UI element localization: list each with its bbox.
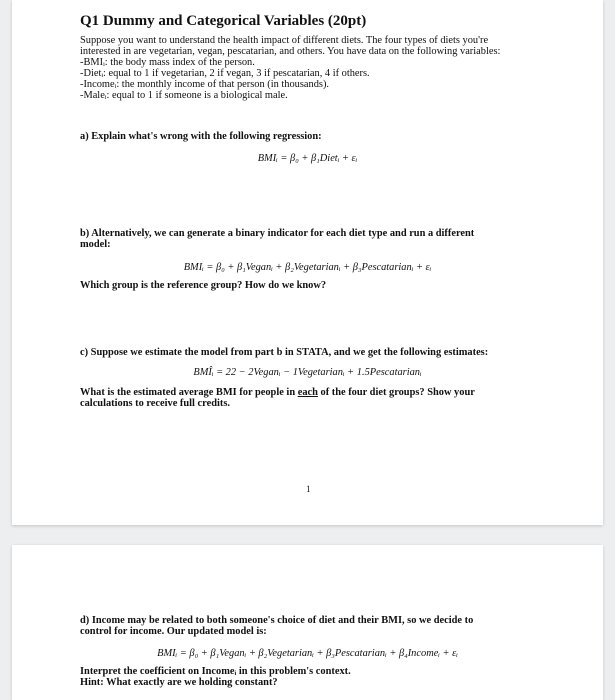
document-page-1 — [12, 0, 603, 525]
variable-diet: -Dietᵢ: equal to 1 if vegetarian, 2 if vegan, 3 if pescatarian, 4 if others. — [80, 68, 370, 79]
question-a-prompt: a) Explain what's wrong with the following regression: — [80, 131, 322, 142]
question-c-text-pre: What is the estimated average BMI for people in — [80, 387, 298, 398]
question-c-question-line-2: calculations to receive full credits. — [80, 398, 230, 409]
question-c-text-post: of the four diet groups? Show your — [317, 387, 475, 398]
question-d-question: Interpret the coefficient on Incomeᵢ in this problem's context. — [80, 666, 351, 677]
equation-b: BMIᵢ = β₀ + β₁Veganᵢ + β₂Vegetarianᵢ + β₃Pescatarianᵢ + εᵢ — [183, 262, 432, 273]
variable-bmi: -BMIᵢ: the body mass index of the person. — [80, 57, 255, 68]
equation-a: BMIᵢ = β₀ + β₁Dietᵢ + εᵢ — [257, 153, 358, 164]
question-c-prompt: c) Suppose we estimate the model from part b in STATA, and we get the following estimates: — [80, 347, 489, 358]
document-page-2 — [12, 545, 603, 700]
variable-income: -Incomeᵢ: the monthly income of that person (in thousands). — [80, 79, 329, 90]
variable-male: -Maleᵢ: equal to 1 if someone is a biological male. — [80, 90, 288, 101]
question-c-question-line-1 — [80, 387, 475, 399]
question-d-prompt-line-1: d) Income may be related to both someone's choice of diet and their BMI, so we decide to — [80, 615, 474, 626]
question-b-prompt-line-1: b) Alternatively, we can generate a binary indicator for each diet type and run a different — [80, 228, 475, 239]
intro-line-2: interested in are vegetarian, vegan, pescatarian, and others. You have data on the following variables: — [80, 46, 501, 57]
question-b-prompt-line-2: model: — [80, 239, 111, 250]
equation-c: BMÎᵢ = 22 − 2Veganᵢ − 1Vegetarianᵢ + 1.5Pescatarianᵢ — [193, 367, 422, 378]
question-b-question: Which group is the reference group? How do we know? — [80, 280, 327, 291]
question-d-prompt-line-2: control for income. Our updated model is: — [80, 626, 267, 637]
equation-d: BMIᵢ = β₀ + β₁Veganᵢ + β₂Vegetarianᵢ + β₃Pescatarianᵢ + β₄Incomeᵢ + εᵢ — [157, 648, 458, 659]
intro-line-1: Suppose you want to understand the health impact of different diets. The four types of diets you're — [80, 35, 489, 46]
page-number: 1 — [306, 484, 311, 494]
question-c-emphasis: each — [297, 387, 318, 398]
question-d-hint: Hint: What exactly are we holding constant? — [80, 677, 278, 688]
question-title: Q1 Dummy and Categorical Variables (20pt) — [80, 13, 367, 29]
